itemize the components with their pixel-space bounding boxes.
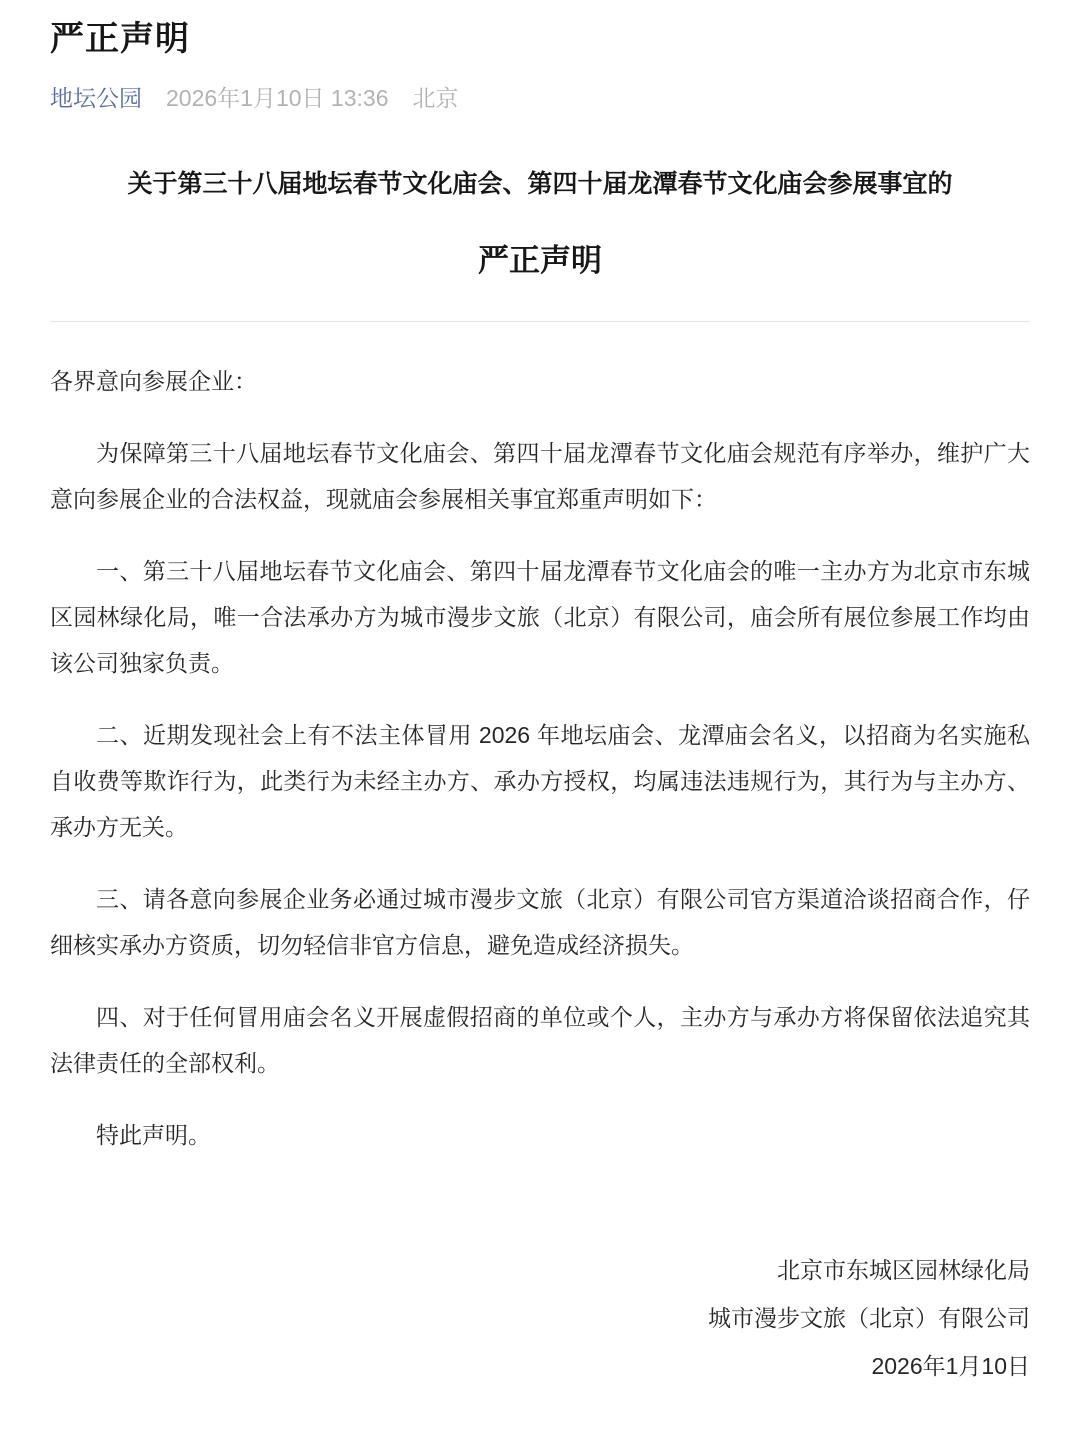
body-paragraph: 二、近期发现社会上有不法主体冒用 2026 年地坛庙会、龙潭庙会名义，以招商为名实施私自收费等欺诈行为，此类行为未经主办方、承办方授权，均属违法违规行为，其行为与主办方、承办方无关。 [50,721,1030,840]
article-meta [50,85,1030,113]
signature-date: 2026年1月10日 [871,1352,1030,1379]
source-account-link[interactable]: 地坛公园 [50,85,142,112]
salutation: 各界意向参展企业： [50,367,257,394]
divider [50,321,1030,322]
body-paragraph-closing: 特此声明。 [96,1121,211,1148]
article-body [50,430,1030,1158]
article-title: 严正声明 [50,20,190,58]
statement-heading-line2: 严正声明 [478,242,602,278]
statement-heading-line1: 关于第三十八届地坛春节文化庙会、第四十届龙潭春节文化庙会参展事宜的 [127,169,953,198]
signature-org-2: 城市漫步文旅（北京）有限公司 [708,1304,1030,1331]
body-paragraph: 四、对于任何冒用庙会名义开展虚假招商的单位或个人，主办方与承办方将保留依法追究其法律责任的全部权利。 [50,1003,1030,1076]
publish-location: 北京 [412,85,459,112]
body-paragraph: 一、第三十八届地坛春节文化庙会、第四十届龙潭春节文化庙会的唯一主办方为北京市东城区园林绿化局，唯一合法承办方为城市漫步文旅（北京）有限公司，庙会所有展位参展工作均由该公司独家负责。 [50,557,1030,676]
signature-org-1: 北京市东城区园林绿化局 [777,1256,1030,1283]
body-paragraph: 为保障第三十八届地坛春节文化庙会、第四十届龙潭春节文化庙会规范有序举办，维护广大意向参展企业的合法权益，现就庙会参展相关事宜郑重声明如下： [50,439,1030,512]
body-paragraph: 三、请各意向参展企业务必通过城市漫步文旅（北京）有限公司官方渠道洽谈招商合作，仔细核实承办方资质，切勿轻信非官方信息，避免造成经济损失。 [50,885,1030,958]
publish-datetime: 2026年1月10日 13:36 [166,85,389,112]
signature-block [50,1246,1030,1390]
